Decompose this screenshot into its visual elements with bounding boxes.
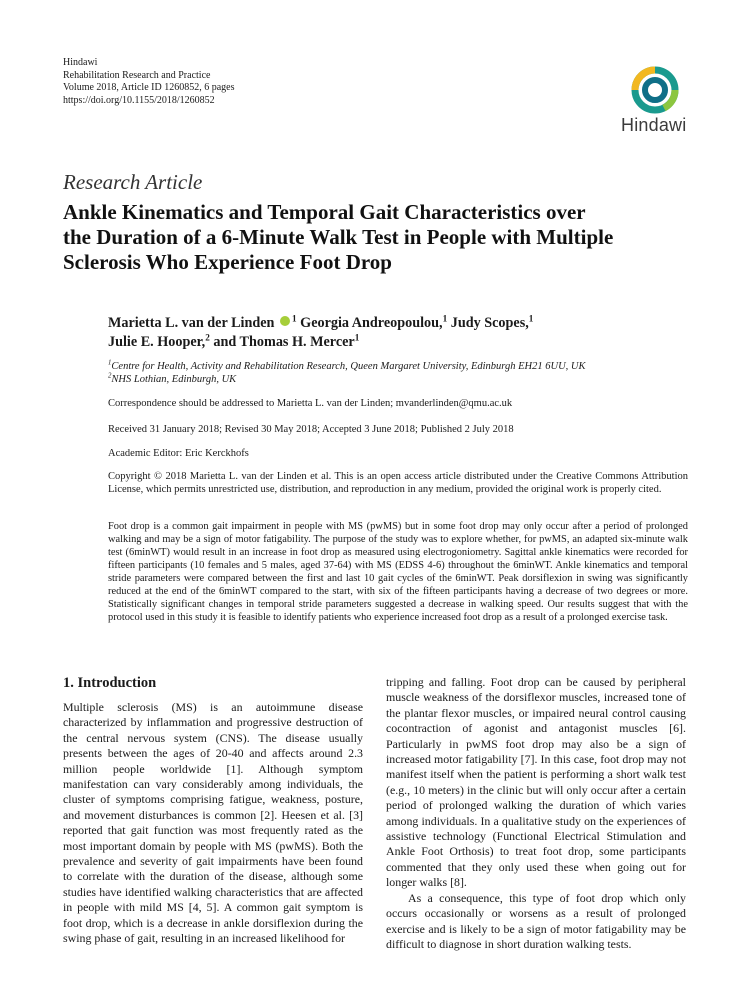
journal-name: Rehabilitation Research and Practice [63, 69, 211, 81]
body-column-left [63, 700, 363, 947]
title-line: Ankle Kinematics and Temporal Gait Characteristics over [63, 200, 586, 224]
author-affiliation-sup: 1 [292, 313, 297, 324]
author-name[interactable]: Judy Scopes, [450, 315, 529, 331]
body-paragraph: tripping and falling. Foot drop can be caused by peripheral muscle weakness of the dorsiflexor muscles, increased tone of the plantar flexor muscles, or impaired neural control causing cocontraction of agonist and antagonist muscles [6]. Particularly in pwMS foot drop may also be a sign of increased motor fatigability [7]. In this case, foot drop may not manifest itself when the patient is performing a short walk test (e.g., 10 meters) in the clinic but will only occur after a certain period of prolonged walking the duration of which varies among individuals. In a qualitative study on the experiences of assistive technology (Functional Electrical Stimulation and Ankle Foot Orthosis) to treat foot drop, some participants commented that they only used these when going out for longer walks [8]. [386, 675, 686, 890]
author-affiliation-sup: 1 [442, 313, 448, 324]
body-column-right [386, 675, 686, 952]
author-name[interactable]: and Thomas H. Mercer [213, 334, 355, 350]
author-list [108, 314, 698, 352]
title-line: the Duration of a 6-Minute Walk Test in People with Multiple [63, 225, 614, 249]
copyright-notice: Copyright © 2018 Marietta L. van der Linden et al. This is an open access article distributed under the Creative Commons Attribution License, which permits unrestricted use, distribution, and reproduction in any medium, provided the original work is properly cited. [108, 471, 688, 495]
academic-editor: Academic Editor: Eric Kerckhofs [108, 448, 249, 459]
author-name[interactable]: Georgia Andreopoulou, [300, 315, 443, 331]
affiliation-text: Centre for Health, Activity and Rehabilitation Research, Queen Margaret University, Edinburgh EH21 6UU, UK [111, 361, 586, 372]
author-name[interactable]: Julie E. Hooper, [108, 334, 206, 350]
publication-dates: Received 31 January 2018; Revised 30 May 2018; Accepted 3 June 2018; Published 2 July 2018 [108, 424, 514, 435]
author-affiliation-sup: 1 [528, 313, 534, 324]
affiliation-sup: 2 [108, 372, 112, 380]
author-affiliation-sup: 1 [354, 332, 360, 343]
article-type: Research Article [63, 170, 203, 194]
abstract: Foot drop is a common gait impairment in people with MS (pwMS) but in some foot drop may only occur after a period of prolonged walking and may be a sign of motor fatigability. The purpose of the study was to explore whether, for pwMS, an adapted six-minute walk test (6minWT) would result in an increase in foot drop as measured using electrogoniometry. Sagittal ankle kinematics were recorded for fifteen participants (10 females and 5 males, aged 37-64) with MS (EDSS 4-6) throughout the 6minWT. Ankle kinematics and temporal stride parameters were compared between the first and last 10 gait cycles of the 6minWT. Peak dorsiflexion in swing was significantly reduced at the end of the 6minWT compared to the start, with six of the fifteen participants having a decrease of two degrees or more. Statistically significant changes in temporal stride parameters suggested a decrease in walking speed. Our results suggest that with the protocol used in this study it is feasible to identify patients who experience increased foot drop as a result of a prolonged exercise task. [108, 521, 688, 623]
paper-title [63, 200, 693, 275]
affiliation-item [108, 373, 586, 386]
orcid-icon[interactable] [280, 316, 290, 326]
publisher-name: Hindawi [63, 57, 98, 68]
author-affiliation-sup: 2 [205, 332, 210, 343]
doi-link[interactable]: https://doi.org/10.1155/2018/1260852 [63, 94, 215, 106]
affiliation-item [108, 360, 586, 373]
correspondence: Correspondence should be addressed to Marietta L. van der Linden; mvanderlinden@qmu.ac.uk [108, 398, 513, 409]
affiliations [108, 360, 586, 386]
body-paragraph: Multiple sclerosis (MS) is an autoimmune disease characterized by inflammation and progressive destruction of the central nervous system (CNS). The disease usually presents between the ages of 20-40 and affects around 2.3 million people worldwide [1]. Although symptom manifestation can vary considerably among individuals, the cluster of symptoms comprising fatigue, weakness, posture, and movement disturbances is common [2]. Heesen et al. [3] reported that gait function was most frequently rated as the most important domain by people with MS (pwMS). Both the prevalence and severity of gait impairments have been found to correlate with the duration of the disease, although some studies have identified walking characteristics that are affected in people with mild MS [4, 5]. A common gait symptom is foot drop, which is a decrease in ankle dorsiflexion during the swing phase of gait, resulting in an increased likelihood for [63, 700, 363, 946]
title-line: Sclerosis Who Experience Foot Drop [63, 250, 392, 274]
affiliation-sup: 1 [108, 359, 112, 367]
body-paragraph: As a consequence, this type of foot drop which only occurs occasionally or worsens as a result of prolonged exercise and is likely to be a sign of motor fatigability may be difficult to diagnose in short duration walking tests. [386, 890, 686, 951]
affiliation-text: NHS Lothian, Edinburgh, UK [111, 374, 237, 385]
section-heading: 1. Introduction [63, 675, 157, 691]
journal-header [63, 57, 234, 107]
logo-wordmark: Hindawi [621, 115, 687, 135]
volume-info: Volume 2018, Article ID 1260852, 6 pages [63, 82, 235, 93]
author-name[interactable]: Marietta L. van der Linden [108, 315, 275, 331]
